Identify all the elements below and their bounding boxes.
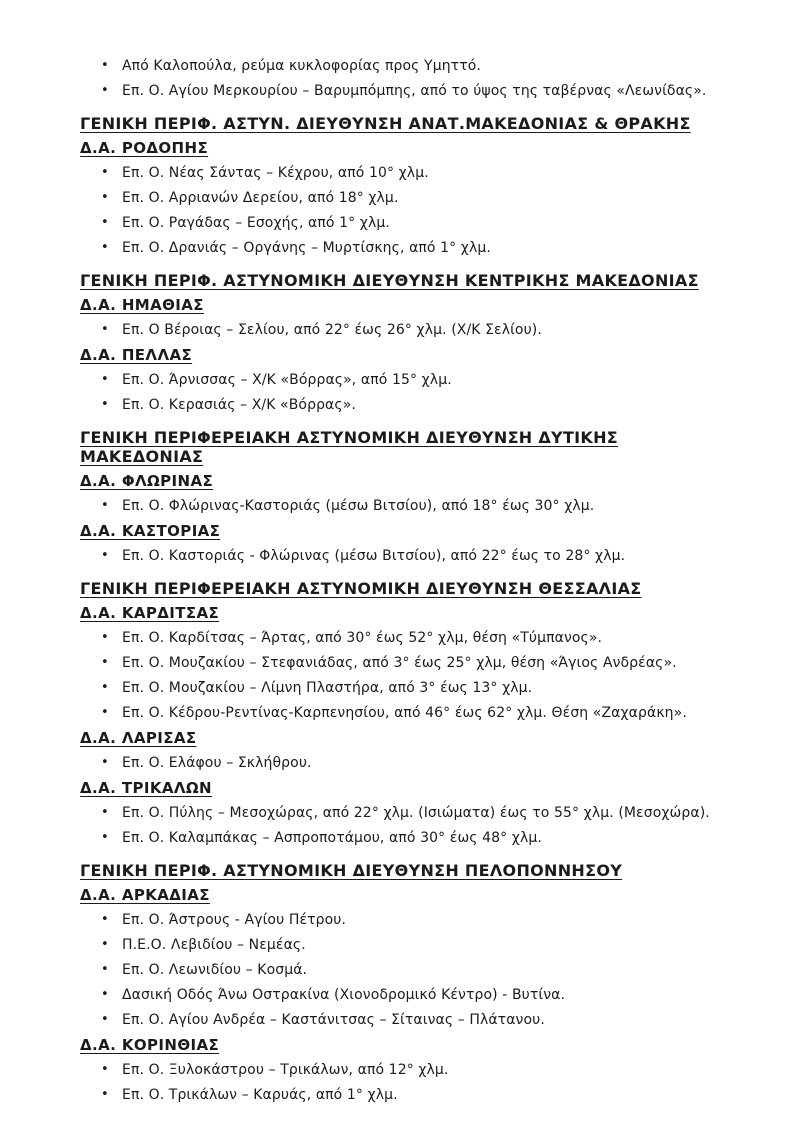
road-item-text: Επ. Ο. Ελάφου – Σκλήθρου.: [122, 755, 312, 771]
bullet-icon: •: [101, 680, 109, 695]
road-item-text: Επ. Ο Βέροιας – Σελίου, από 22° έως 26° χλμ. (Χ/Κ Σελίου).: [122, 322, 542, 338]
district-title: Δ.Α. ΛΑΡΙΣΑΣ: [80, 729, 197, 747]
road-item: [80, 704, 742, 722]
district-block: [80, 346, 742, 414]
bullet-icon: •: [101, 372, 109, 387]
district-title: Δ.Α. ΑΡΚΑΔΙΑΣ: [80, 886, 210, 904]
road-item: [80, 804, 742, 822]
road-item: [80, 911, 742, 929]
road-item: [80, 936, 742, 954]
road-list: [80, 754, 742, 772]
road-item-text: Επ. Ο. Κερασιάς – Χ/Κ «Βόρρας».: [122, 397, 356, 413]
bullet-icon: •: [101, 58, 109, 73]
road-item: [80, 829, 742, 847]
road-item: [80, 57, 742, 75]
bullet-icon: •: [101, 1087, 109, 1102]
road-item: [80, 214, 742, 232]
bullet-icon: •: [101, 397, 109, 412]
road-item: [80, 547, 742, 565]
district-title: Δ.Α. ΦΛΩΡΙΝΑΣ: [80, 472, 214, 490]
road-item: [80, 321, 742, 339]
district-block: [80, 522, 742, 565]
district-block: [80, 1036, 742, 1104]
section-title: ΓΕΝΙΚΗ ΠΕΡΙΦ. ΑΣΤΥΝ. ΔΙΕΥΘΥΝΣΗ ΑΝΑΤ.ΜΑΚΕΔΟΝΙΑΣ & ΘΡΑΚΗΣ: [80, 114, 691, 133]
district-block: [80, 604, 742, 722]
road-item: [80, 986, 742, 1004]
road-item: [80, 239, 742, 257]
road-item: [80, 654, 742, 672]
road-item: [80, 497, 742, 515]
bullet-icon: •: [101, 1012, 109, 1027]
road-list: [80, 321, 742, 339]
bullet-icon: •: [101, 498, 109, 513]
district-container: [80, 886, 742, 1104]
road-item-text: Επ. Ο. Νέας Σάντας – Κέχρου, από 10° χλμ.: [122, 165, 429, 181]
road-list: [80, 804, 742, 847]
district-block: [80, 779, 742, 847]
district-title: Δ.Α. ΠΕΛΛΑΣ: [80, 346, 193, 364]
district-container: [80, 139, 742, 257]
bullet-icon: •: [101, 830, 109, 845]
road-list: [80, 629, 742, 722]
road-list: [80, 371, 742, 414]
bullet-icon: •: [101, 937, 109, 952]
road-item-text: Επ. Ο. Πύλης – Μεσοχώρας, από 22° χλμ. (Ισιώματα) έως το 55° χλμ. (Μεσοχώρα).: [122, 805, 710, 821]
section-title: ΓΕΝΙΚΗ ΠΕΡΙΦ. ΑΣΤΥΝΟΜΙΚΗ ΔΙΕΥΘΥΝΣΗ ΠΕΛΟΠΟΝΝΗΣΟΥ: [80, 861, 623, 880]
bullet-icon: •: [101, 655, 109, 670]
district-block: [80, 139, 742, 257]
road-item: [80, 1061, 742, 1079]
road-list: [80, 911, 742, 1029]
section-title: ΓΕΝΙΚΗ ΠΕΡΙΦΕΡΕΙΑΚΗ ΑΣΤΥΝΟΜΙΚΗ ΔΙΕΥΘΥΝΣΗ ΔΥΤΙΚΗΣ ΜΑΚΕΔΟΝΙΑΣ: [80, 428, 619, 466]
road-list: [80, 1061, 742, 1104]
road-item-text: Επ. Ο. Καλαμπάκας – Ασπροποτάμου, από 30° έως 48° χλμ.: [122, 830, 542, 846]
road-item-text: Από Καλοπούλα, ρεύμα κυκλοφορίας προς Υμηττό.: [122, 58, 481, 74]
district-block: [80, 296, 742, 339]
road-item-text: Επ. Ο. Καστοριάς - Φλώρινας (μέσω Βιτσίου), από 22° έως το 28° χλμ.: [122, 548, 626, 564]
bullet-icon: •: [101, 215, 109, 230]
road-item-text: Επ. Ο. Δρανιάς – Οργάνης – Μυρτίσκης, από 1° χλμ.: [122, 240, 491, 256]
district-container: [80, 296, 742, 414]
road-item-text: Επ. Ο. Αγίου Μερκουρίου – Βαρυμπόμπης, από το ύψος της ταβέρνας «Λεωνίδας».: [122, 83, 707, 99]
district-title: Δ.Α. ΚΑΣΤΟΡΙΑΣ: [80, 522, 221, 540]
road-item: [80, 396, 742, 414]
intro-list: [80, 57, 742, 100]
bullet-icon: •: [101, 805, 109, 820]
bullet-icon: •: [101, 240, 109, 255]
road-item-text: Επ. Ο. Μουζακίου – Στεφανιάδας, από 3° έως 25° χλμ, θέση «Άγιος Ανδρέας».: [122, 655, 677, 671]
district-title: Δ.Α. ΤΡΙΚΑΛΩΝ: [80, 779, 212, 797]
bullet-icon: •: [101, 912, 109, 927]
section-title: ΓΕΝΙΚΗ ΠΕΡΙΦ. ΑΣΤΥΝΟΜΙΚΗ ΔΙΕΥΘΥΝΣΗ ΚΕΝΤΡΙΚΗΣ ΜΑΚΕΔΟΝΙΑΣ: [80, 271, 699, 290]
road-item-text: Επ. Ο. Άστρους - Αγίου Πέτρου.: [122, 912, 347, 928]
district-container: [80, 604, 742, 847]
district-title: Δ.Α. ΚΟΡΙΝΘΙΑΣ: [80, 1036, 220, 1054]
bullet-icon: •: [101, 755, 109, 770]
road-list: [80, 164, 742, 257]
region-section: [80, 114, 742, 257]
road-item: [80, 961, 742, 979]
road-item: [80, 1011, 742, 1029]
bullet-icon: •: [101, 962, 109, 977]
bullet-icon: •: [101, 1062, 109, 1077]
region-section: [80, 579, 742, 847]
road-item-text: Επ. Ο. Ξυλοκάστρου – Τρικάλων, από 12° χλμ.: [122, 1062, 449, 1078]
region-section: [80, 861, 742, 1104]
section-title: ΓΕΝΙΚΗ ΠΕΡΙΦΕΡΕΙΑΚΗ ΑΣΤΥΝΟΜΙΚΗ ΔΙΕΥΘΥΝΣΗ ΘΕΣΣΑΛΙΑΣ: [80, 579, 642, 598]
road-item-text: Επ. Ο. Αρριανών Δερείου, από 18° χλμ.: [122, 190, 399, 206]
road-item: [80, 754, 742, 772]
road-item: [80, 371, 742, 389]
road-item-text: Επ. Ο. Μουζακίου – Λίμνη Πλαστήρα, από 3° έως 13° χλμ.: [122, 680, 533, 696]
sections-container: [80, 114, 742, 1104]
district-title: Δ.Α. ΚΑΡΔΙΤΣΑΣ: [80, 604, 220, 622]
road-item: [80, 1086, 742, 1104]
district-title: Δ.Α. ΡΟΔΟΠΗΣ: [80, 139, 209, 157]
bullet-icon: •: [101, 322, 109, 337]
road-item: [80, 82, 742, 100]
road-item: [80, 164, 742, 182]
road-item: [80, 629, 742, 647]
road-item-text: Επ. Ο. Φλώρινας-Καστοριάς (μέσω Βιτσίου), από 18° έως 30° χλμ.: [122, 498, 595, 514]
district-container: [80, 472, 742, 565]
road-item: [80, 679, 742, 697]
road-item: [80, 189, 742, 207]
road-item-text: Επ. Ο. Καρδίτσας – Άρτας, από 30° έως 52° χλμ, θέση «Τύμπανος».: [122, 630, 603, 646]
road-item-text: Επ. Ο. Ραγάδας – Εσοχής, από 1° χλμ.: [122, 215, 390, 231]
road-item-text: Επ. Ο. Αγίου Ανδρέα – Καστάνιτσας – Σίταινας – Πλάτανου.: [122, 1012, 545, 1028]
bullet-icon: •: [101, 165, 109, 180]
region-section: [80, 271, 742, 414]
road-item-text: Επ. Ο. Άρνισσας – Χ/Κ «Βόρρας», από 15° χλμ.: [122, 372, 452, 388]
bullet-icon: •: [101, 705, 109, 720]
district-title: Δ.Α. ΗΜΑΘΙΑΣ: [80, 296, 204, 314]
bullet-icon: •: [101, 83, 109, 98]
region-section: [80, 428, 742, 565]
road-list: [80, 497, 742, 515]
road-item-text: Π.Ε.Ο. Λεβιδίου – Νεμέας.: [122, 937, 306, 953]
district-block: [80, 729, 742, 772]
bullet-icon: •: [101, 548, 109, 563]
road-list: [80, 547, 742, 565]
district-block: [80, 886, 742, 1029]
bullet-icon: •: [101, 190, 109, 205]
road-item-text: Επ. Ο. Τρικάλων – Καρυάς, από 1° χλμ.: [122, 1087, 398, 1103]
bullet-icon: •: [101, 630, 109, 645]
road-item-text: Επ. Ο. Κέδρου-Ρεντίνας-Καρπενησίου, από 46° έως 62° χλμ. Θέση «Ζαχαράκη».: [122, 705, 687, 721]
bullet-icon: •: [101, 987, 109, 1002]
road-item-text: Επ. Ο. Λεωνιδίου – Κοσμά.: [122, 962, 308, 978]
district-block: [80, 472, 742, 515]
road-item-text: Δασική Οδός Άνω Οστρακίνα (Χιονοδρομικό Κέντρο) - Βυτίνα.: [122, 987, 566, 1003]
